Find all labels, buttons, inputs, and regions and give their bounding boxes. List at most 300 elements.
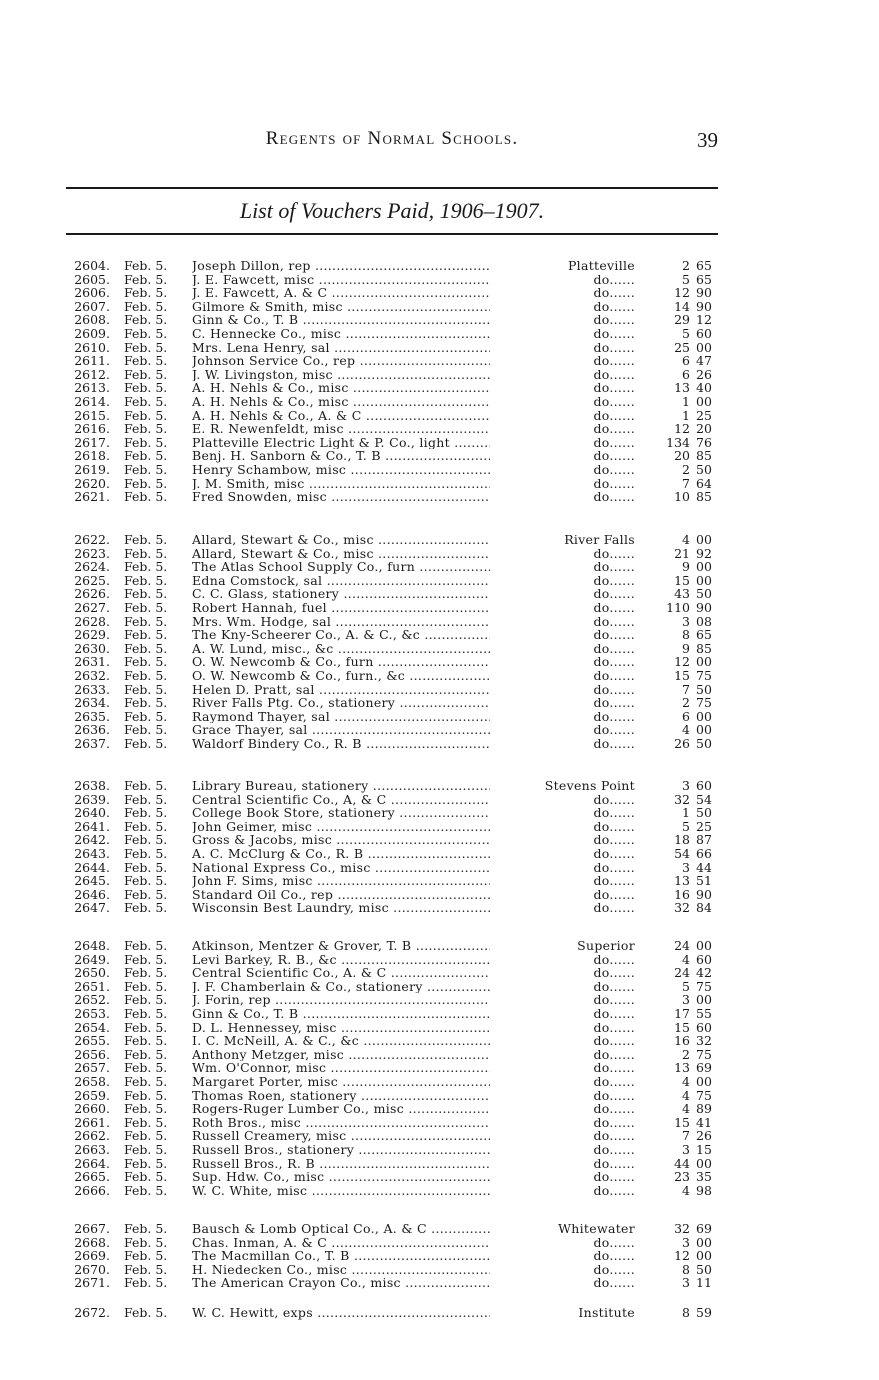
voucher-amount-cents: 66 bbox=[696, 845, 712, 861]
voucher-row bbox=[60, 1129, 720, 1143]
voucher-number: 2655. bbox=[74, 1033, 110, 1049]
voucher-amount-dollars: 12 bbox=[674, 1248, 690, 1264]
voucher-place: do ...... bbox=[490, 710, 635, 724]
voucher-date: Feb. 5. bbox=[124, 353, 168, 369]
voucher-amount-dollars: 4 bbox=[682, 722, 690, 738]
voucher-amount-dollars: 3 bbox=[682, 1275, 690, 1291]
voucher-date: Feb. 5. bbox=[124, 722, 168, 738]
voucher-place: do ...... bbox=[490, 615, 635, 629]
voucher-amount-dollars: 110 bbox=[666, 599, 690, 615]
voucher-place: do ...... bbox=[490, 723, 635, 737]
voucher-payee: Allard, Stewart & Co., misc ..... bbox=[192, 547, 632, 561]
voucher-amount-dollars: 3 bbox=[682, 859, 690, 875]
voucher-place: Whitewater bbox=[490, 1222, 635, 1236]
page-number: 39 bbox=[697, 128, 718, 152]
voucher-row bbox=[60, 1034, 720, 1048]
voucher-place: do ...... bbox=[490, 477, 635, 491]
voucher-number: 2614. bbox=[74, 393, 110, 409]
voucher-amount-dollars: 21 bbox=[674, 545, 690, 561]
voucher-date: Feb. 5. bbox=[124, 448, 168, 464]
voucher-place: do ...... bbox=[490, 601, 635, 615]
voucher-amount-cents: 00 bbox=[696, 938, 712, 953]
voucher-row bbox=[60, 1075, 720, 1089]
voucher-payee: National Express Co., misc ..... bbox=[192, 861, 632, 875]
voucher-row bbox=[60, 587, 720, 601]
voucher-place: do ...... bbox=[490, 669, 635, 683]
voucher-payee: I. C. McNeill, A. & C., &c ..... bbox=[192, 1034, 632, 1048]
voucher-amount-dollars: 2 bbox=[682, 258, 690, 273]
voucher-amount-cents: 85 bbox=[696, 448, 712, 464]
voucher-payee: River Falls Ptg. Co., stationery ..... bbox=[192, 696, 632, 710]
voucher-place: do ...... bbox=[490, 368, 635, 382]
voucher-place: do ...... bbox=[490, 409, 635, 423]
voucher-place: do ...... bbox=[490, 1102, 635, 1116]
voucher-date: Feb. 5. bbox=[124, 1221, 168, 1236]
voucher-number: 2629. bbox=[74, 627, 110, 643]
voucher-payee: Thomas Roen, stationery ..... bbox=[192, 1089, 632, 1103]
voucher-amount-cents: 50 bbox=[696, 461, 712, 477]
voucher-payee: Sup. Hdw. Co., misc ..... bbox=[192, 1170, 632, 1184]
voucher-amount-cents: 55 bbox=[696, 1005, 712, 1021]
voucher-place: do ...... bbox=[490, 1276, 635, 1290]
voucher-amount-cents: 50 bbox=[696, 681, 712, 697]
voucher-date: Feb. 5. bbox=[124, 380, 168, 396]
voucher-number: 2651. bbox=[74, 978, 110, 994]
voucher-place: do ...... bbox=[490, 1143, 635, 1157]
voucher-date: Feb. 5. bbox=[124, 791, 168, 807]
voucher-number: 2611. bbox=[74, 353, 110, 369]
voucher-payee: The Atlas School Supply Co., furn ..... bbox=[192, 560, 632, 574]
voucher-amount-cents: 65 bbox=[696, 627, 712, 643]
voucher-number: 2610. bbox=[74, 339, 110, 355]
voucher-date: Feb. 5. bbox=[124, 708, 168, 724]
voucher-date: Feb. 5. bbox=[124, 1073, 168, 1089]
voucher-amount-dollars: 12 bbox=[674, 421, 690, 437]
voucher-payee: D. L. Hennessey, misc ..... bbox=[192, 1021, 632, 1035]
voucher-place: do ...... bbox=[490, 806, 635, 820]
voucher-payee: O. W. Newcomb & Co., furn., &c ..... bbox=[192, 669, 632, 683]
voucher-number: 2639. bbox=[74, 791, 110, 807]
voucher-place: do ...... bbox=[490, 1157, 635, 1171]
voucher-number: 2613. bbox=[74, 380, 110, 396]
voucher-amount-cents: 60 bbox=[696, 325, 712, 341]
voucher-amount-cents: 00 bbox=[696, 532, 712, 547]
voucher-amount-dollars: 1 bbox=[682, 407, 690, 423]
voucher-place: do ...... bbox=[490, 628, 635, 642]
voucher-payee: Helen D. Pratt, sal ..... bbox=[192, 683, 632, 697]
voucher-amount-dollars: 9 bbox=[682, 559, 690, 575]
voucher-place: do ...... bbox=[490, 1061, 635, 1075]
voucher-number: 2641. bbox=[74, 818, 110, 834]
voucher-payee: Library Bureau, stationery ..... bbox=[192, 779, 632, 793]
voucher-amount-dollars: 7 bbox=[682, 1128, 690, 1144]
voucher-payee: H. Niedecken Co., misc ..... bbox=[192, 1263, 632, 1277]
voucher-number: 2612. bbox=[74, 366, 110, 382]
voucher-payee: Bausch & Lomb Optical Co., A. & C ..... bbox=[192, 1222, 632, 1236]
voucher-place: Stevens Point bbox=[490, 779, 635, 793]
voucher-number: 2630. bbox=[74, 640, 110, 656]
voucher-date: Feb. 5. bbox=[124, 1128, 168, 1144]
voucher-place: do ...... bbox=[490, 847, 635, 861]
voucher-place: do ...... bbox=[490, 1249, 635, 1263]
voucher-payee: J. W. Livingston, misc ..... bbox=[192, 368, 632, 382]
voucher-date: Feb. 5. bbox=[124, 613, 168, 629]
voucher-number: 2667. bbox=[74, 1221, 110, 1236]
voucher-place: do ...... bbox=[490, 422, 635, 436]
voucher-number: 2619. bbox=[74, 461, 110, 477]
voucher-date: Feb. 5. bbox=[124, 965, 168, 981]
voucher-number: 2606. bbox=[74, 285, 110, 301]
voucher-row bbox=[60, 806, 720, 820]
voucher-number: 2636. bbox=[74, 722, 110, 738]
voucher-number: 2662. bbox=[74, 1128, 110, 1144]
voucher-payee: College Book Store, stationery ..... bbox=[192, 806, 632, 820]
voucher-date: Feb. 5. bbox=[124, 1234, 168, 1250]
voucher-row bbox=[60, 1143, 720, 1157]
voucher-place: do ...... bbox=[490, 1007, 635, 1021]
voucher-amount-cents: 47 bbox=[696, 353, 712, 369]
voucher-row bbox=[60, 601, 720, 615]
title-rule bbox=[66, 233, 718, 235]
voucher-group bbox=[60, 259, 720, 504]
voucher-row bbox=[60, 993, 720, 1007]
voucher-amount-cents: 69 bbox=[696, 1221, 712, 1236]
voucher-amount-dollars: 2 bbox=[682, 1046, 690, 1062]
voucher-payee: A. H. Nehls & Co., misc ..... bbox=[192, 395, 632, 409]
voucher-payee: Henry Schambow, misc ..... bbox=[192, 463, 632, 477]
voucher-amount-cents: 87 bbox=[696, 832, 712, 848]
voucher-place: River Falls bbox=[490, 533, 635, 547]
voucher-payee: Russell Bros., R. B ..... bbox=[192, 1157, 632, 1171]
voucher-date: Feb. 5. bbox=[124, 298, 168, 314]
voucher-row bbox=[60, 1170, 720, 1184]
voucher-date: Feb. 5. bbox=[124, 339, 168, 355]
voucher-date: Feb. 5. bbox=[124, 938, 168, 953]
voucher-payee: Rogers-Ruger Lumber Co., misc ..... bbox=[192, 1102, 632, 1116]
voucher-amount-dollars: 3 bbox=[682, 1141, 690, 1157]
voucher-amount-cents: 90 bbox=[696, 298, 712, 314]
voucher-number: 2634. bbox=[74, 695, 110, 711]
voucher-place: do ...... bbox=[490, 888, 635, 902]
voucher-date: Feb. 5. bbox=[124, 545, 168, 561]
voucher-amount-dollars: 3 bbox=[682, 992, 690, 1008]
voucher-payee: Russell Bros., stationery ..... bbox=[192, 1143, 632, 1157]
voucher-date: Feb. 5. bbox=[124, 900, 168, 916]
voucher-row bbox=[60, 710, 720, 724]
voucher-payee: A. H. Nehls & Co., A. & C ..... bbox=[192, 409, 632, 423]
voucher-row bbox=[60, 980, 720, 994]
voucher-amount-dollars: 8 bbox=[682, 1305, 690, 1320]
voucher-number: 2632. bbox=[74, 667, 110, 683]
voucher-amount-cents: 75 bbox=[696, 1087, 712, 1103]
voucher-number: 2605. bbox=[74, 271, 110, 287]
voucher-payee: Fred Snowden, misc ..... bbox=[192, 490, 632, 504]
voucher-payee: Waldorf Bindery Co., R. B ..... bbox=[192, 737, 632, 751]
voucher-number: 2615. bbox=[74, 407, 110, 423]
voucher-place: do ...... bbox=[490, 327, 635, 341]
voucher-amount-cents: 90 bbox=[696, 599, 712, 615]
voucher-payee: Ginn & Co., T. B ..... bbox=[192, 1007, 632, 1021]
voucher-number: 2617. bbox=[74, 434, 110, 450]
voucher-date: Feb. 5. bbox=[124, 667, 168, 683]
voucher-row bbox=[60, 820, 720, 834]
voucher-row bbox=[60, 1236, 720, 1250]
voucher-row bbox=[60, 642, 720, 656]
voucher-payee: C. Hennecke Co., misc ..... bbox=[192, 327, 632, 341]
voucher-place: do ...... bbox=[490, 395, 635, 409]
voucher-place: do ...... bbox=[490, 1075, 635, 1089]
voucher-amount-dollars: 4 bbox=[682, 1101, 690, 1117]
voucher-row bbox=[60, 615, 720, 629]
voucher-amount-cents: 92 bbox=[696, 545, 712, 561]
voucher-amount-dollars: 10 bbox=[674, 489, 690, 505]
voucher-number: 2622. bbox=[74, 532, 110, 547]
voucher-number: 2633. bbox=[74, 681, 110, 697]
voucher-amount-cents: 32 bbox=[696, 1033, 712, 1049]
voucher-amount-dollars: 12 bbox=[674, 285, 690, 301]
voucher-date: Feb. 5. bbox=[124, 1060, 168, 1076]
voucher-row bbox=[60, 1157, 720, 1171]
voucher-number: 2649. bbox=[74, 951, 110, 967]
voucher-payee: J. E. Fawcett, A. & C ..... bbox=[192, 286, 632, 300]
voucher-payee: Wisconsin Best Laundry, misc ..... bbox=[192, 901, 632, 915]
voucher-number: 2607. bbox=[74, 298, 110, 314]
voucher-amount-dollars: 24 bbox=[674, 965, 690, 981]
voucher-row bbox=[60, 628, 720, 642]
voucher-place: do ...... bbox=[490, 980, 635, 994]
voucher-amount-cents: 69 bbox=[696, 1060, 712, 1076]
voucher-amount-cents: 00 bbox=[696, 1234, 712, 1250]
voucher-place: do ...... bbox=[490, 1089, 635, 1103]
voucher-date: Feb. 5. bbox=[124, 951, 168, 967]
voucher-amount-cents: 50 bbox=[696, 1261, 712, 1277]
voucher-date: Feb. 5. bbox=[124, 873, 168, 889]
voucher-amount-cents: 40 bbox=[696, 380, 712, 396]
voucher-place: do ...... bbox=[490, 286, 635, 300]
voucher-group bbox=[60, 939, 720, 1197]
voucher-date: Feb. 5. bbox=[124, 1033, 168, 1049]
voucher-payee: O. W. Newcomb & Co., furn ..... bbox=[192, 655, 632, 669]
voucher-amount-cents: 26 bbox=[696, 1128, 712, 1144]
voucher-row bbox=[60, 574, 720, 588]
voucher-number: 2664. bbox=[74, 1155, 110, 1171]
voucher-place: do ...... bbox=[490, 1116, 635, 1130]
voucher-amount-cents: 20 bbox=[696, 421, 712, 437]
voucher-amount-cents: 08 bbox=[696, 613, 712, 629]
voucher-date: Feb. 5. bbox=[124, 366, 168, 382]
voucher-date: Feb. 5. bbox=[124, 1169, 168, 1185]
voucher-number: 2624. bbox=[74, 559, 110, 575]
voucher-payee: J. F. Chamberlain & Co., stationery ..... bbox=[192, 980, 632, 994]
voucher-amount-dollars: 16 bbox=[674, 1033, 690, 1049]
voucher-row bbox=[60, 793, 720, 807]
voucher-place: do ...... bbox=[490, 683, 635, 697]
voucher-row bbox=[60, 737, 720, 751]
voucher-amount-cents: 15 bbox=[696, 1141, 712, 1157]
voucher-row bbox=[60, 436, 720, 450]
voucher-row bbox=[60, 300, 720, 314]
voucher-payee: Grace Thayer, sal ..... bbox=[192, 723, 632, 737]
voucher-amount-dollars: 43 bbox=[674, 586, 690, 602]
voucher-place: do ...... bbox=[490, 574, 635, 588]
voucher-number: 2653. bbox=[74, 1005, 110, 1021]
voucher-number: 2642. bbox=[74, 832, 110, 848]
voucher-amount-dollars: 9 bbox=[682, 640, 690, 656]
voucher-date: Feb. 5. bbox=[124, 489, 168, 505]
voucher-amount-cents: 60 bbox=[696, 778, 712, 793]
voucher-amount-cents: 35 bbox=[696, 1169, 712, 1185]
voucher-payee: Raymond Thayer, sal ..... bbox=[192, 710, 632, 724]
voucher-number: 2623. bbox=[74, 545, 110, 561]
voucher-place: do ...... bbox=[490, 354, 635, 368]
voucher-payee: J. Forin, rep ..... bbox=[192, 993, 632, 1007]
voucher-payee: Gilmore & Smith, misc ..... bbox=[192, 300, 632, 314]
voucher-row bbox=[60, 273, 720, 287]
voucher-row bbox=[60, 1007, 720, 1021]
voucher-number: 2644. bbox=[74, 859, 110, 875]
voucher-group bbox=[60, 533, 720, 751]
voucher-place: do ...... bbox=[490, 1170, 635, 1184]
voucher-date: Feb. 5. bbox=[124, 1182, 168, 1198]
voucher-place: do ...... bbox=[490, 901, 635, 915]
voucher-payee: Robert Hannah, fuel ..... bbox=[192, 601, 632, 615]
voucher-date: Feb. 5. bbox=[124, 640, 168, 656]
voucher-date: Feb. 5. bbox=[124, 475, 168, 491]
voucher-number: 2609. bbox=[74, 325, 110, 341]
voucher-row bbox=[60, 395, 720, 409]
voucher-place: Superior bbox=[490, 939, 635, 953]
voucher-row bbox=[60, 1184, 720, 1198]
voucher-payee: Johnson Service Co., rep ..... bbox=[192, 354, 632, 368]
voucher-payee: Levi Barkey, R. B., &c ..... bbox=[192, 953, 632, 967]
voucher-number: 2666. bbox=[74, 1182, 110, 1198]
voucher-amount-cents: 00 bbox=[696, 559, 712, 575]
voucher-place: do ...... bbox=[490, 547, 635, 561]
voucher-payee: W. C. White, misc ..... bbox=[192, 1184, 632, 1198]
voucher-amount-dollars: 32 bbox=[674, 1221, 690, 1236]
voucher-date: Feb. 5. bbox=[124, 407, 168, 423]
voucher-date: Feb. 5. bbox=[124, 285, 168, 301]
voucher-amount-cents: 00 bbox=[696, 654, 712, 670]
voucher-amount-dollars: 4 bbox=[682, 1182, 690, 1198]
voucher-row bbox=[60, 655, 720, 669]
voucher-amount-cents: 75 bbox=[696, 695, 712, 711]
voucher-place: do ...... bbox=[490, 953, 635, 967]
voucher-place: do ...... bbox=[490, 655, 635, 669]
voucher-number: 2635. bbox=[74, 708, 110, 724]
voucher-date: Feb. 5. bbox=[124, 1114, 168, 1130]
voucher-amount-cents: 90 bbox=[696, 285, 712, 301]
voucher-place: do ...... bbox=[490, 560, 635, 574]
voucher-number: 2626. bbox=[74, 586, 110, 602]
voucher-amount-dollars: 18 bbox=[674, 832, 690, 848]
voucher-amount-dollars: 15 bbox=[674, 1114, 690, 1130]
voucher-amount-dollars: 3 bbox=[682, 613, 690, 629]
voucher-row bbox=[60, 286, 720, 300]
voucher-place: do ...... bbox=[490, 874, 635, 888]
voucher-amount-dollars: 8 bbox=[682, 1261, 690, 1277]
voucher-date: Feb. 5. bbox=[124, 805, 168, 821]
voucher-date: Feb. 5. bbox=[124, 832, 168, 848]
voucher-row bbox=[60, 560, 720, 574]
voucher-number: 2627. bbox=[74, 599, 110, 615]
voucher-number: 2668. bbox=[74, 1234, 110, 1250]
voucher-amount-dollars: 1 bbox=[682, 805, 690, 821]
voucher-place: do ...... bbox=[490, 861, 635, 875]
voucher-date: Feb. 5. bbox=[124, 532, 168, 547]
voucher-row bbox=[60, 1263, 720, 1277]
voucher-number: 2657. bbox=[74, 1060, 110, 1076]
voucher-place: do ...... bbox=[490, 1263, 635, 1277]
voucher-amount-cents: 00 bbox=[696, 708, 712, 724]
voucher-date: Feb. 5. bbox=[124, 654, 168, 670]
voucher-amount-dollars: 5 bbox=[682, 818, 690, 834]
voucher-row bbox=[60, 354, 720, 368]
voucher-amount-dollars: 13 bbox=[674, 380, 690, 396]
voucher-place: Institute bbox=[490, 1306, 635, 1320]
voucher-amount-dollars: 13 bbox=[674, 1060, 690, 1076]
voucher-number: 2621. bbox=[74, 489, 110, 505]
voucher-payee: Chas. Inman, A. & C ..... bbox=[192, 1236, 632, 1250]
voucher-date: Feb. 5. bbox=[124, 1046, 168, 1062]
voucher-amount-dollars: 23 bbox=[674, 1169, 690, 1185]
voucher-payee: A. C. McClurg & Co., R. B ..... bbox=[192, 847, 632, 861]
voucher-amount-dollars: 5 bbox=[682, 978, 690, 994]
voucher-number: 2669. bbox=[74, 1248, 110, 1264]
voucher-payee: Edna Comstock, sal ..... bbox=[192, 574, 632, 588]
voucher-amount-cents: 51 bbox=[696, 873, 712, 889]
voucher-amount-cents: 00 bbox=[696, 339, 712, 355]
voucher-payee: Anthony Metzger, misc ..... bbox=[192, 1048, 632, 1062]
voucher-amount-cents: 90 bbox=[696, 886, 712, 902]
voucher-amount-cents: 00 bbox=[696, 572, 712, 588]
voucher-row bbox=[60, 368, 720, 382]
voucher-amount-dollars: 6 bbox=[682, 353, 690, 369]
voucher-amount-cents: 60 bbox=[696, 951, 712, 967]
voucher-amount-cents: 65 bbox=[696, 258, 712, 273]
voucher-date: Feb. 5. bbox=[124, 421, 168, 437]
voucher-date: Feb. 5. bbox=[124, 1261, 168, 1277]
voucher-payee: Standard Oil Co., rep ..... bbox=[192, 888, 632, 902]
voucher-row bbox=[60, 490, 720, 504]
voucher-row bbox=[60, 477, 720, 491]
voucher-number: 2647. bbox=[74, 900, 110, 916]
voucher-number: 2640. bbox=[74, 805, 110, 821]
voucher-row bbox=[60, 381, 720, 395]
voucher-amount-cents: 76 bbox=[696, 434, 712, 450]
voucher-date: Feb. 5. bbox=[124, 312, 168, 328]
voucher-amount-dollars: 15 bbox=[674, 667, 690, 683]
voucher-number: 2656. bbox=[74, 1046, 110, 1062]
voucher-date: Feb. 5. bbox=[124, 271, 168, 287]
voucher-row bbox=[60, 779, 720, 793]
voucher-amount-dollars: 5 bbox=[682, 271, 690, 287]
voucher-amount-cents: 00 bbox=[696, 1155, 712, 1171]
voucher-row bbox=[60, 888, 720, 902]
voucher-payee: Margaret Porter, misc ..... bbox=[192, 1075, 632, 1089]
voucher-amount-cents: 50 bbox=[696, 735, 712, 751]
voucher-number: 2652. bbox=[74, 992, 110, 1008]
voucher-amount-cents: 98 bbox=[696, 1182, 712, 1198]
voucher-place: do ...... bbox=[490, 1021, 635, 1035]
running-title: Regents of Normal Schools. bbox=[265, 128, 519, 149]
voucher-payee: Russell Creamery, misc ..... bbox=[192, 1129, 632, 1143]
voucher-place: do ...... bbox=[490, 696, 635, 710]
voucher-date: Feb. 5. bbox=[124, 681, 168, 697]
voucher-number: 2637. bbox=[74, 735, 110, 751]
voucher-place: do ...... bbox=[490, 1048, 635, 1062]
voucher-amount-cents: 50 bbox=[696, 586, 712, 602]
